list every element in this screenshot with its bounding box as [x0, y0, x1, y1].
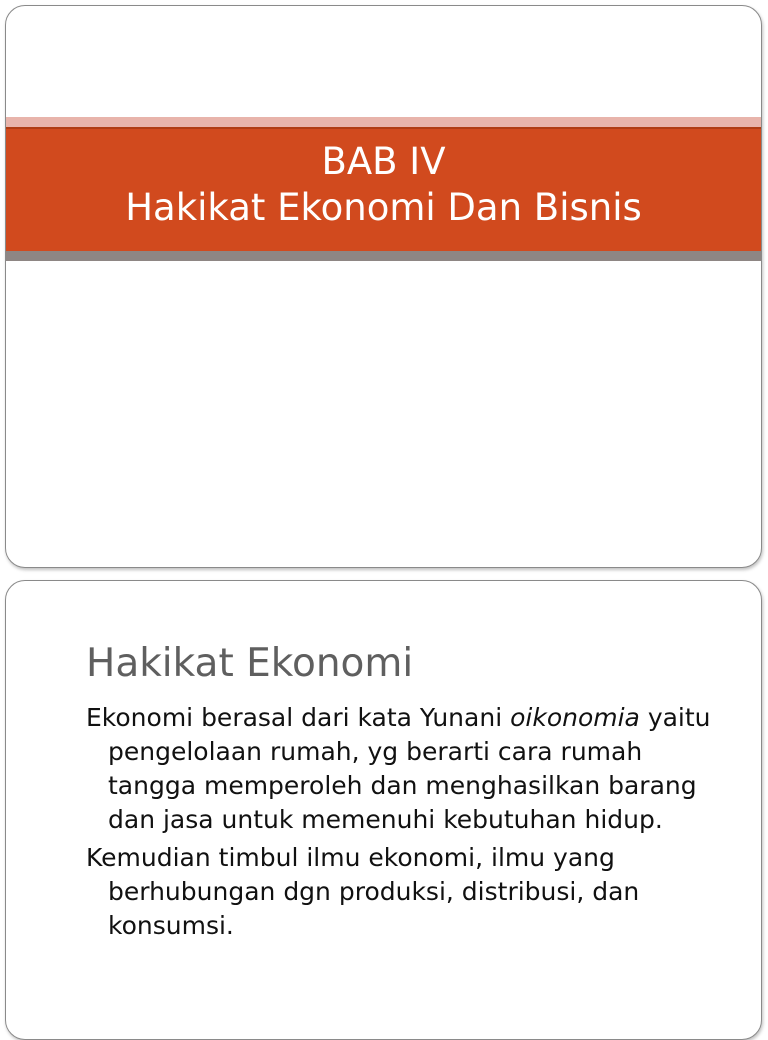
- content-slide: [5, 580, 762, 1040]
- slide-title-line-2: Hakikat Ekonomi Dan Bisnis: [125, 186, 642, 229]
- paragraph-emphasis-term: oikonomia: [510, 703, 640, 732]
- title-band-bottom-stripe: [6, 251, 761, 261]
- title-slide: [5, 5, 762, 568]
- paragraph-text-end: yaitu pengelolaan rumah, yg berarti cara rumah tangga memperoleh dan menghasilkan barang dan jasa untuk memenuhi kebutuhan hidup.: [108, 703, 711, 834]
- paragraph-ilmu-ekonomi: Kemudian timbul ilmu ekonomi, ilmu yang berhubungan dgn produksi, distribusi, dan konsumsi.: [86, 843, 640, 940]
- content-body: [86, 701, 726, 947]
- slide-title: [6, 139, 761, 231]
- title-band-top-stripe: [6, 117, 761, 127]
- slide-title-line-1: BAB IV: [321, 140, 446, 183]
- content-heading: Hakikat Ekonomi: [86, 641, 414, 686]
- paragraph-text-start: Ekonomi berasal dari kata Yunani: [86, 703, 511, 732]
- paragraph-ekonomi-origin: [86, 701, 726, 837]
